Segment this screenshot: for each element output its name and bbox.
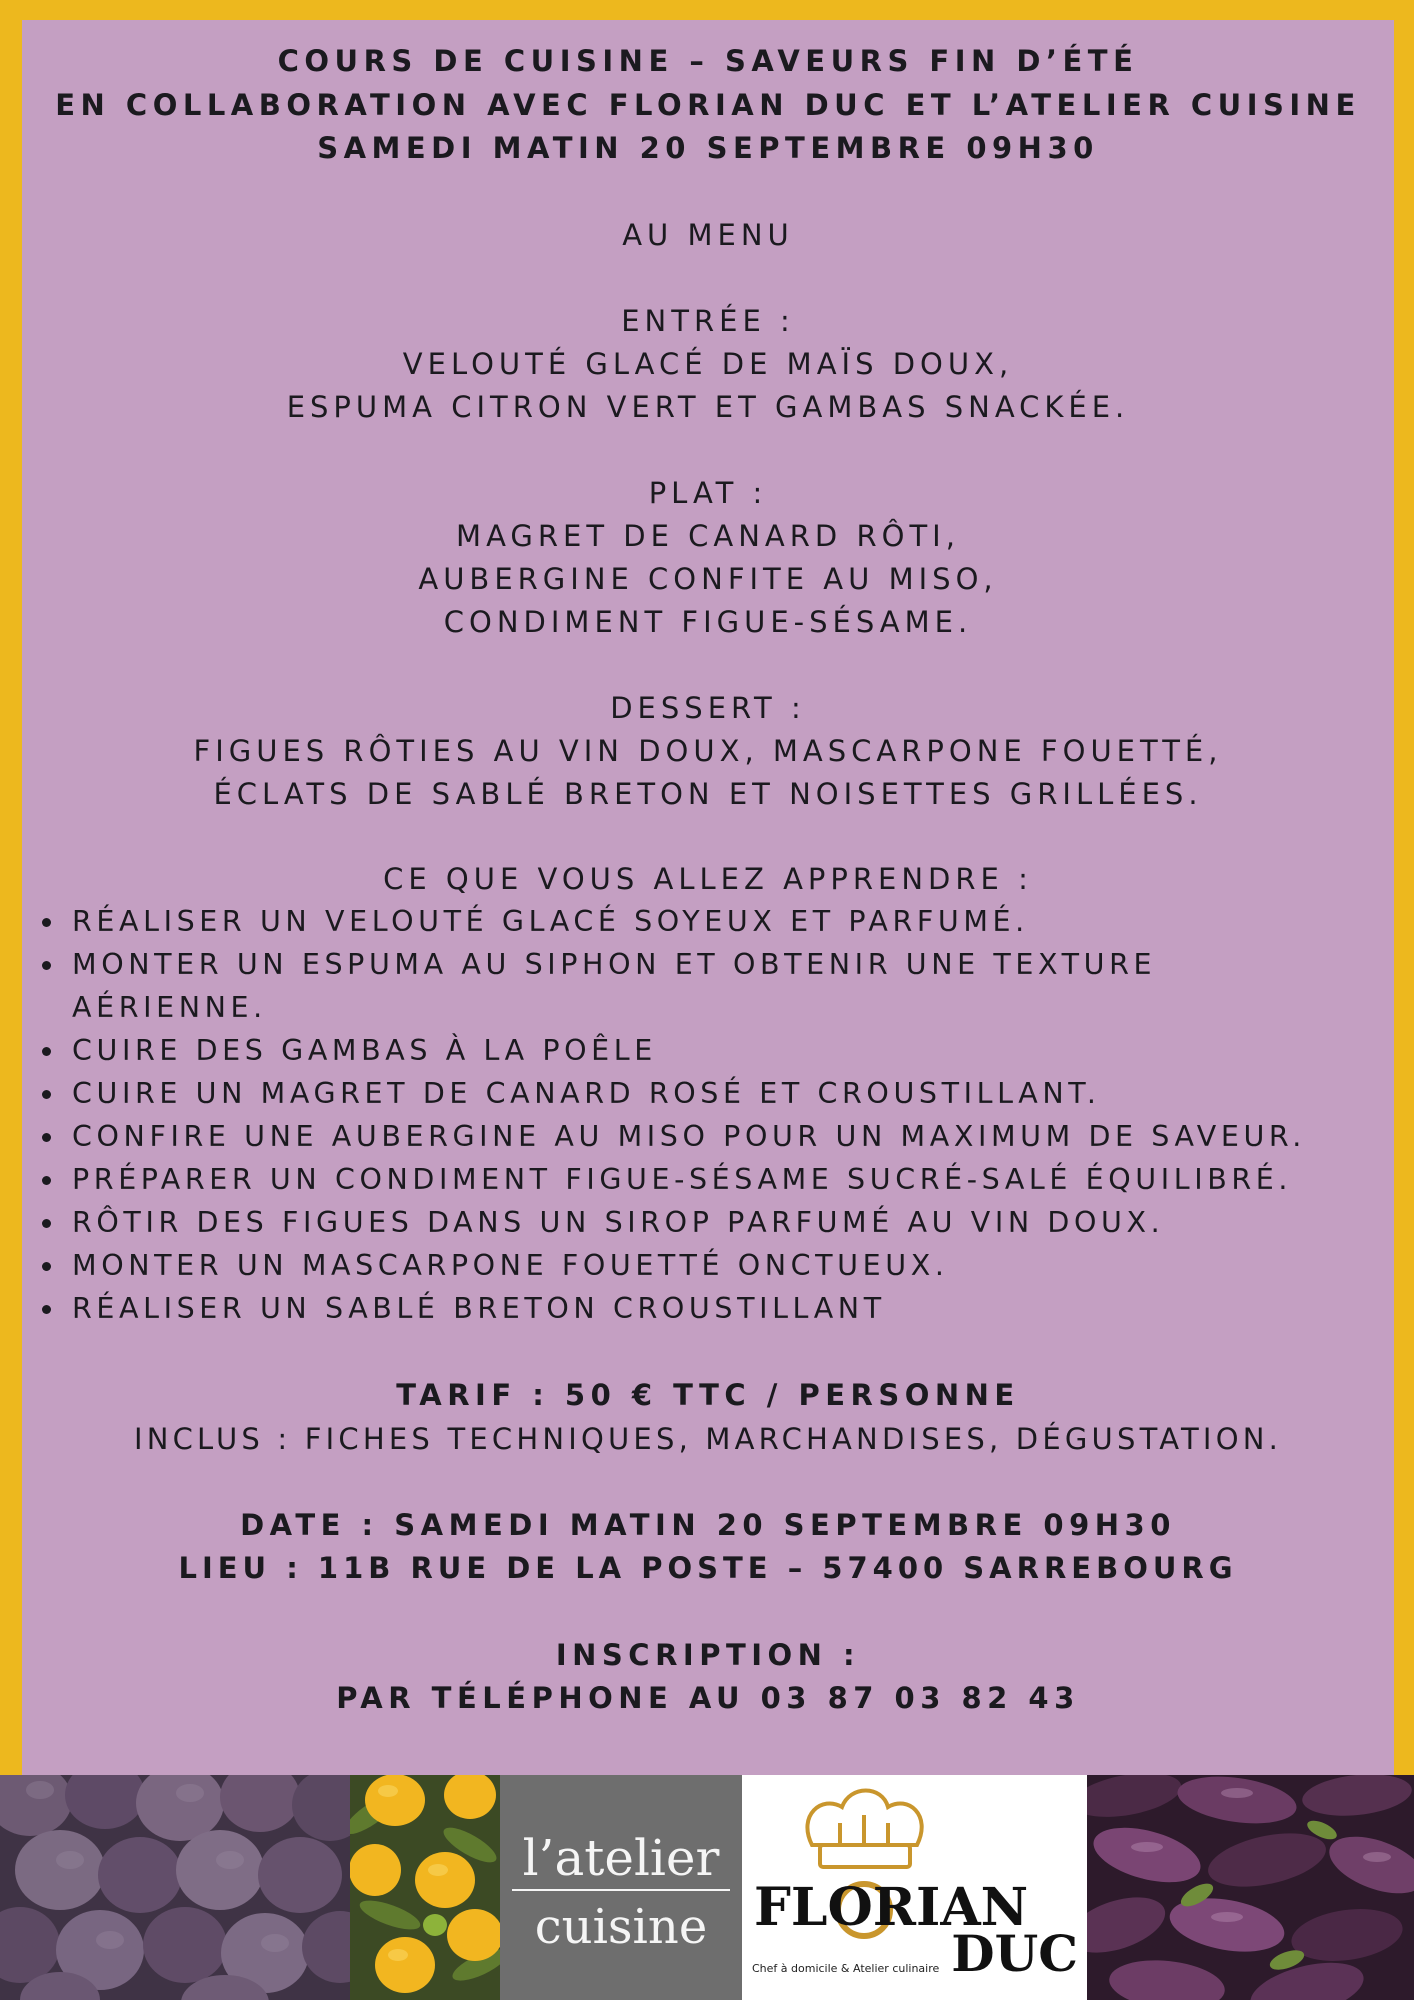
florian-logo-line-2: DUC bbox=[951, 1924, 1078, 1983]
lemons-photo bbox=[350, 1775, 500, 2000]
florian-logo-line-1: FLORIAN bbox=[754, 1877, 1029, 1938]
bullet-dot bbox=[42, 918, 51, 927]
bullet-dot bbox=[42, 1133, 51, 1142]
florian-duc-logo bbox=[742, 1775, 1087, 2000]
photo-strip bbox=[0, 1775, 1414, 2000]
plat-line-3: CONDIMENT FIGUE-SÉSAME. bbox=[443, 605, 973, 639]
entree-label: ENTRÉE : bbox=[621, 304, 795, 338]
plat-label: PLAT : bbox=[648, 476, 768, 510]
entree-line-2: ESPUMA CITRON VERT ET GAMBAS SNACKÉE. bbox=[286, 390, 1130, 424]
dessert-line-1: FIGUES RÔTIES AU VIN DOUX, MASCARPONE FOUETTÉ, bbox=[193, 734, 1223, 768]
eggplants-photo bbox=[1087, 1775, 1414, 2000]
inscription-label: INSCRIPTION : bbox=[555, 1638, 861, 1672]
bullet-dot bbox=[42, 1262, 51, 1271]
phone-text: PAR TÉLÉPHONE AU 03 87 03 82 43 bbox=[336, 1681, 1080, 1715]
dessert-line-2: ÉCLATS DE SABLÉ BRETON ET NOISETTES GRILLÉES. bbox=[213, 777, 1203, 811]
atelier-logo-line-1: l’atelier bbox=[522, 1829, 720, 1887]
tarif-text: TARIF : 50 € TTC / PERSONNE bbox=[396, 1378, 1020, 1412]
entree-line-1: VELOUTÉ GLACÉ DE MAÏS DOUX, bbox=[402, 347, 1014, 381]
inclus-text: INCLUS : FICHES TECHNIQUES, MARCHANDISES, DÉGUSTATION. bbox=[133, 1422, 1283, 1456]
title-line-2: EN COLLABORATION AVEC FLORIAN DUC ET L’ATELIER CUISINE bbox=[55, 88, 1361, 122]
date-text: DATE : SAMEDI MATIN 20 SEPTEMBRE 09H30 bbox=[240, 1508, 1176, 1542]
bullet-dot bbox=[42, 1305, 51, 1314]
bullet-dot bbox=[42, 1090, 51, 1099]
title-line-3: SAMEDI MATIN 20 SEPTEMBRE 09H30 bbox=[317, 131, 1099, 165]
florian-tagline: Chef à domicile & Atelier culinaire bbox=[752, 1962, 940, 1975]
atelier-cuisine-logo bbox=[500, 1775, 742, 2000]
lieu-text: LIEU : 11B RUE DE LA POSTE – 57400 SARREBOURG bbox=[178, 1551, 1238, 1585]
bullet-dot bbox=[42, 961, 51, 970]
learn-title: CE QUE VOUS ALLEZ APPRENDRE : bbox=[383, 862, 1033, 896]
bullet-dot bbox=[42, 1219, 51, 1228]
menu-title: AU MENU bbox=[622, 218, 794, 252]
poster-panel: COURS DE CUISINE – SAVEURS FIN D’ÉTÉ EN COLLABORATION AVEC FLORIAN DUC ET L’ATELIER CUISINE SAMEDI MATIN 20 SEPTEMBRE 09H30 AU MENU ENTRÉE : VELOUTÉ GLACÉ DE MAÏS DOUX, ESPUMA CITRON VERT ET GAMBAS SNACKÉE. PLAT : MAGRET DE CANARD RÔTI, AUBERGINE CONFITE AU MISO, CONDIMENT FIGUE-SÉSAME. DESSERT : FIGUES RÔTIES AU VIN DOUX, MASCARPONE FOUETTÉ, ÉCLATS DE SABLÉ BRETON ET NOISETTES GRILLÉES. CE QUE VOUS ALLEZ APPRENDRE : RÉALISER UN VELOUTÉ GLACÉ SOYEUX ET PARFUMÉ. MONTER UN ESPUMA AU SIPHON ET OBTENIR UNE TEXTURE AÉRIENNE. CUIRE DES GAMBAS À LA POÊLE CUIRE UN MAGRET DE CANARD ROSÉ ET CROUSTILLANT. CONFIRE UNE AUBERGINE AU MISO POUR UN MAXIMUM DE SAVEUR. PRÉPARER UN CONDIMENT FIGUE-SÉSAME SUCRÉ-SALÉ ÉQUILIBRÉ. RÔTIR DES FIGUES DANS UN SIROP PARFUMÉ AU VIN DOUX. MONTER UN MASCARPONE FOUETTÉ ONCTUEUX. RÉALISER UN SABLÉ BRETON CROUSTILLANT TARIF : 50 € TTC / PERSONNE INCLUS : FICHES TECHNIQUES, MARCHANDISES, DÉGUSTATION. DATE : SAMEDI MATIN 20 SEPTEMBRE 09H30 LIEU : 11B RUE DE LA POSTE – 57400 SARREBOURG INSCRIPTION : PAR TÉLÉPHONE AU 03 87 03 82 43 bbox=[22, 20, 1394, 1775]
plat-line-2: AUBERGINE CONFITE AU MISO, bbox=[418, 562, 998, 596]
plat-line-1: MAGRET DE CANARD RÔTI, bbox=[456, 519, 960, 553]
dessert-label: DESSERT : bbox=[610, 691, 806, 725]
title-line-1: COURS DE CUISINE – SAVEURS FIN D’ÉTÉ bbox=[277, 44, 1139, 78]
atelier-logo-line-2: cuisine bbox=[534, 1899, 708, 1955]
bullet-dot bbox=[42, 1047, 51, 1056]
bullet-dot bbox=[42, 1176, 51, 1185]
figs-photo bbox=[0, 1775, 350, 2000]
